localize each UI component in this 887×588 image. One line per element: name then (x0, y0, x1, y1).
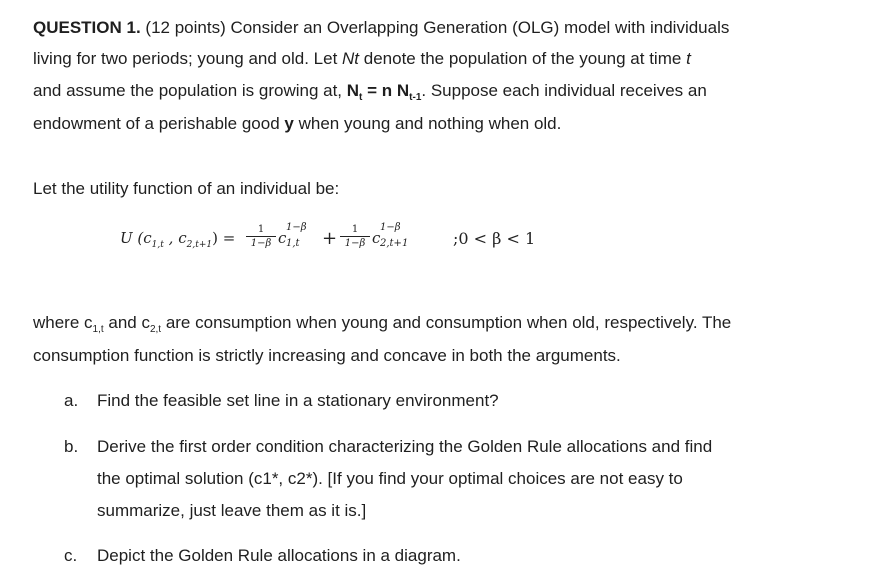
utility-formula (120, 212, 680, 282)
fraction-1: 1 1−β (246, 224, 276, 249)
intro-line-4-b: when young and nothing when old. (293, 114, 562, 133)
part-b-text-line-2: the optimal solution (c1*, c2*). [If you find your optimal choices are not easy to (97, 469, 683, 488)
utility-intro: Let the utility function of an individual be: (33, 179, 340, 198)
part-a-text: Find the feasible set line in a stationary environment? (97, 391, 499, 410)
where-line-1: where $c_{1,t}$ and $c_{2,t}$ are consumption when young and consumption when old, respectively. The (33, 313, 732, 335)
question-heading: QUESTION 1. (33, 18, 141, 37)
part-b-text-line-3: summarize, just leave them as it is.] (97, 501, 367, 520)
intro-line-3-a: and assume the population is growing at, (33, 81, 347, 100)
plus-sign: + (322, 228, 338, 249)
part-c-text: Depict the Golden Rule allocations in a diagram. (97, 546, 461, 565)
term-2: c (372, 229, 381, 247)
fraction-2: 1 1−β (340, 224, 370, 249)
intro-line-4 (33, 113, 561, 135)
part-a-letter: a. (64, 391, 79, 410)
growth-equation: $N_t = n$ $N_{t-1}$ (346, 81, 422, 103)
intro-line-3-b: . Suppose each individual receives an (421, 81, 707, 100)
part-b-letter: b. (64, 437, 79, 456)
population-symbol: Nt (342, 49, 360, 68)
intro-line-3 (33, 80, 707, 102)
formula-lhs: U ($c_{1,t}$ , $c_{2,t+1}$) = (120, 229, 236, 250)
intro-line-2 (33, 48, 691, 70)
term-1-exponent: 1−β (286, 222, 307, 233)
intro-line-1-text: (12 points) Consider an Overlapping Generation (OLG) model with individuals (140, 18, 730, 37)
term-2-subscript: 2,t+1 (380, 238, 409, 249)
time-symbol: t (686, 49, 691, 68)
term-1: c (278, 229, 287, 247)
part-b-text-line-1: Derive the first order condition characterizing the Golden Rule allocations and find (97, 437, 713, 456)
intro-line-2-b: denote the population of the young at time (359, 49, 687, 68)
where-line-2: consumption function is strictly increasing and concave in both the arguments. (33, 346, 621, 365)
term-2-exponent: 1−β (380, 222, 401, 233)
intro-line-1 (33, 17, 729, 39)
beta-condition: ;0 < β < 1 (453, 229, 536, 248)
endowment-symbol: y (284, 114, 294, 133)
term-1-subscript: 1,t (286, 238, 300, 249)
intro-line-4-a: endowment of a perishable good (33, 114, 285, 133)
intro-line-2-a: living for two periods; young and old. Let (33, 49, 343, 68)
part-c-letter: c. (64, 546, 78, 565)
